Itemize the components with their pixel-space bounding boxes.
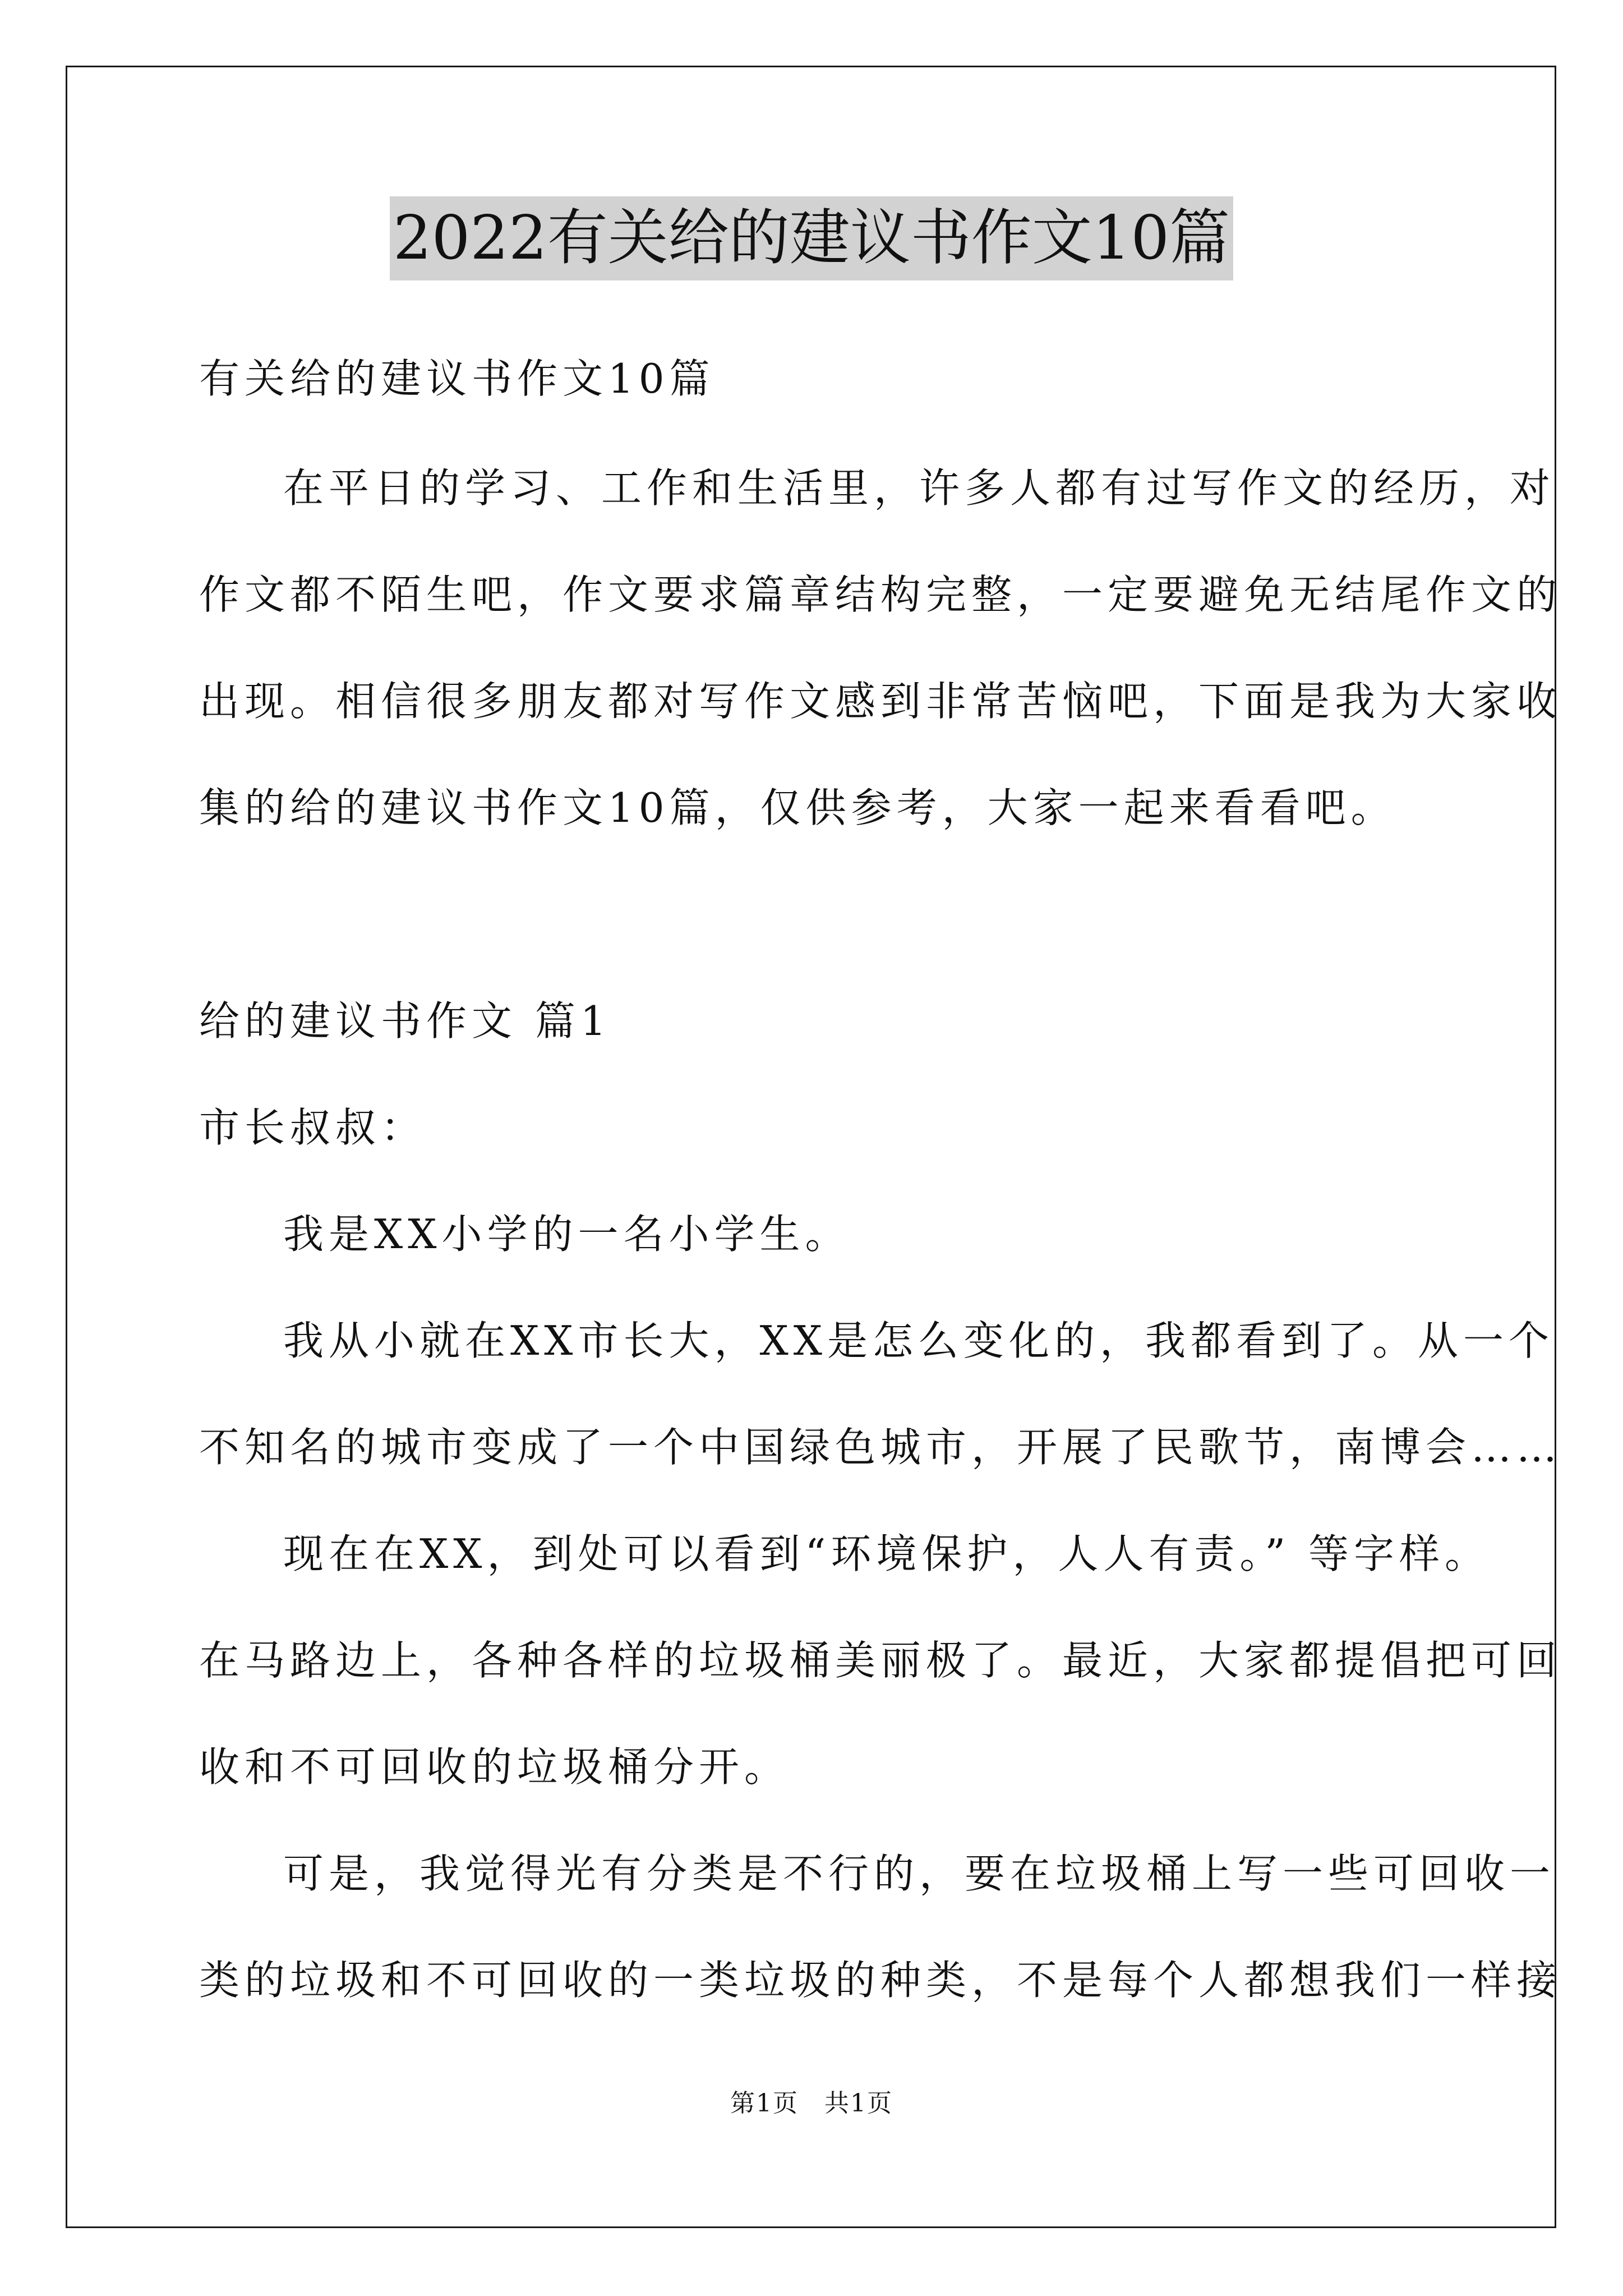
intro-paragraph-line: 出现。相信很多朋友都对写作文感到非常苦恼吧，下面是我为大家收	[199, 678, 1562, 725]
document-title: 2022有关给的建议书作文10篇	[390, 196, 1233, 280]
body-paragraph-line: 在马路边上，各种各样的垃圾桶美丽极了。最近，大家都提倡把可回	[199, 1637, 1562, 1684]
body-paragraph-line: 我是XX小学的一名小学生。	[283, 1211, 851, 1258]
body-paragraph-line: 现在在XX，到处可以看到“环境保护，人人有责。” 等字样。	[283, 1530, 1491, 1577]
page-number-footer: 第1页 共1页	[730, 2089, 893, 2118]
intro-paragraph-line: 集的给的建议书作文10篇，仅供参考，大家一起来看看吧。	[199, 784, 1396, 831]
body-paragraph-line: 我从小就在XX市长大，XX是怎么变化的，我都看到了。从一个	[283, 1317, 1555, 1364]
salutation: 市长叔叔：	[199, 1104, 427, 1151]
body-paragraph-line: 不知名的城市变成了一个中国绿色城市，开展了民歌节，南博会……	[199, 1424, 1562, 1471]
essay-heading: 给的建议书作文 篇1	[199, 997, 611, 1045]
body-paragraph-line: 类的垃圾和不可回收的一类垃圾的种类，不是每个人都想我们一样接	[199, 1957, 1562, 2004]
body-paragraph-line: 收和不可回收的垃圾桶分开。	[199, 1743, 790, 1791]
body-paragraph-line: 可是，我觉得光有分类是不行的，要在垃圾桶上写一些可回收一	[283, 1850, 1556, 1897]
title-container	[0, 196, 1623, 280]
intro-paragraph-line: 在平日的学习、工作和生活里，许多人都有过写作文的经历，对	[283, 464, 1556, 512]
document-subtitle: 有关给的建议书作文10篇	[199, 355, 715, 402]
intro-paragraph-line: 作文都不陌生吧，作文要求篇章结构完整，一定要避免无结尾作文的	[199, 571, 1562, 618]
